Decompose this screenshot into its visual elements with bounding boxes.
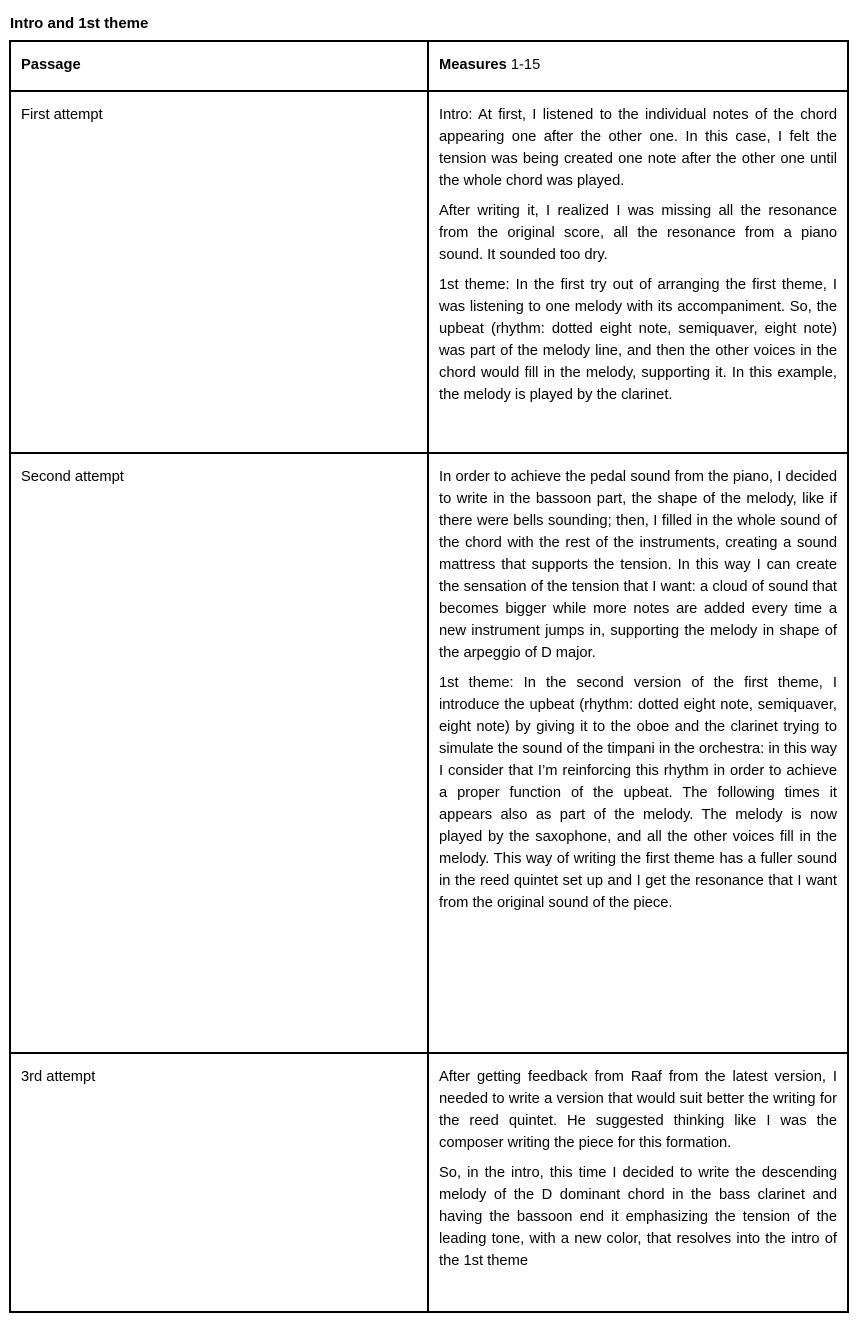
passage-cell bbox=[10, 453, 428, 1053]
measures-header-cell bbox=[428, 41, 848, 91]
passage-header-cell bbox=[10, 41, 428, 91]
paragraph: In order to achieve the pedal sound from the piano, I decided to write in the bassoon part, the shape of the melody, like if there were bells sounding; then, I filled in the whole sound of the chord with the rest of the instruments, creating a sound mattress that supports the tension. In this way I can create the sensation of the tension that I want: a cloud of sound that becomes bigger while more notes are added every time a new instrument jumps in, supporting the melody in shape of the arpeggio of D major. bbox=[439, 469, 837, 661]
measures-cell bbox=[428, 1053, 848, 1312]
measures-cell bbox=[428, 453, 848, 1053]
paragraph: 1st theme: In the first try out of arranging the first theme, I was listening to one melody with its accompaniment. So, the upbeat (rhythm: dotted eight note, semiquaver, eight note) was part of the melody line, and then the other voices in the chord would fill in the melody, supporting it. In this example, the melody is played by the clarinet. bbox=[439, 277, 837, 403]
table-row-3rd-attempt bbox=[10, 1053, 848, 1312]
passage-label: 3rd attempt bbox=[21, 1069, 96, 1085]
table-row-first-attempt bbox=[10, 91, 848, 453]
table-header-row bbox=[10, 41, 848, 91]
paragraph: Intro: At first, I listened to the individual notes of the chord appearing one after the other one. In this case, I felt the tension was being created one note after the other one until the whole chord was played. bbox=[439, 107, 837, 189]
passage-label: Second attempt bbox=[21, 469, 124, 485]
paragraph: After writing it, I realized I was missing all the resonance from the original score, all the resonance from a piano sound. It sounded too dry. bbox=[439, 203, 837, 263]
passage-label: First attempt bbox=[21, 107, 103, 123]
table-row-second-attempt bbox=[10, 453, 848, 1053]
notes-table bbox=[9, 40, 849, 1313]
passage-cell bbox=[10, 1053, 428, 1312]
paragraph: After getting feedback from Raaf from the latest version, I needed to write a version that would suit better the writing for the reed quintet. He suggested thinking like I was the composer writing the piece for this formation. bbox=[439, 1069, 837, 1151]
measures-cell bbox=[428, 91, 848, 453]
measures-header-label: Measures bbox=[439, 57, 507, 73]
passage-header-label: Passage bbox=[21, 57, 81, 73]
passage-cell bbox=[10, 91, 428, 453]
page-title: Intro and 1st theme bbox=[10, 15, 149, 32]
measures-header-value: 1-15 bbox=[510, 57, 541, 73]
paragraph: 1st theme: In the second version of the first theme, I introduce the upbeat (rhythm: dotted eight note, semiquaver, eight note) by giving it to the oboe and the clarinet trying to simulate the sound of the timpani in the orchestra: in this way I consider that I’m reinforcing this rhythm in order to achieve a proper function of the upbeat. The following times it appears also as part of the melody. The melody is now played by the saxophone, and all the other voices fill in the melody. This way of writing the first theme has a fuller sound in the reed quintet set up and I get the resonance that I want from the original sound of the piece. bbox=[439, 675, 837, 911]
paragraph: So, in the intro, this time I decided to write the descending melody of the D dominant chord in the bass clarinet and having the bassoon end it emphasizing the tension of the leading tone, with a new color, that resolves into the intro of the 1st theme bbox=[439, 1165, 837, 1269]
